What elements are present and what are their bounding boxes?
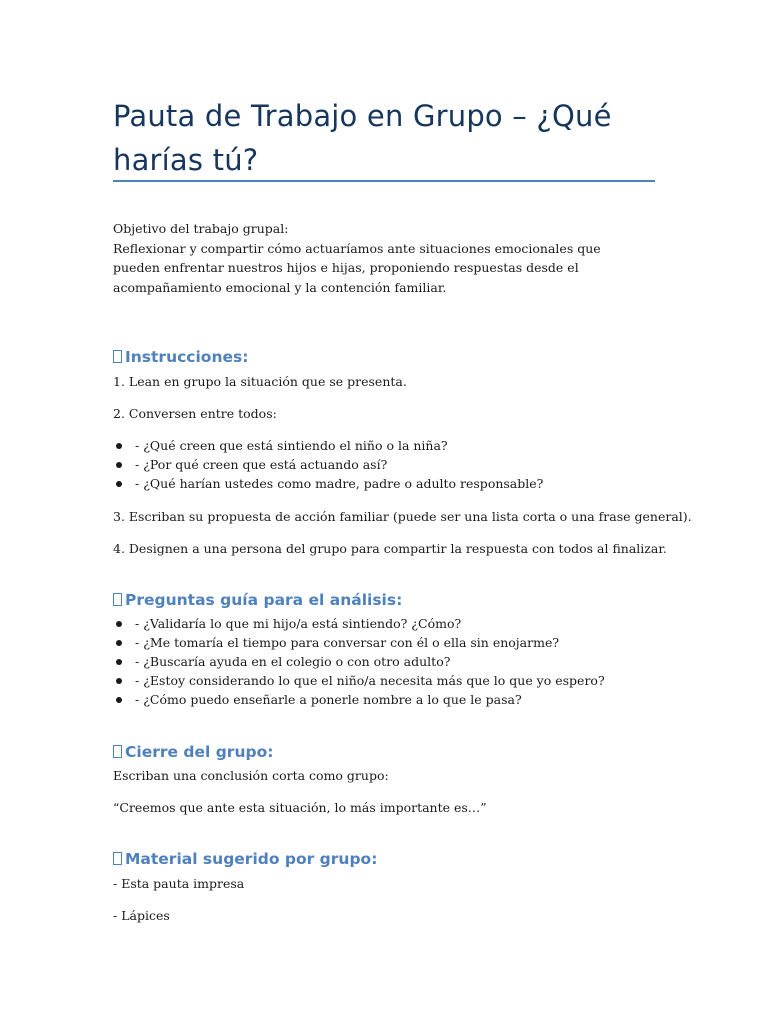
list-item	[113, 671, 673, 690]
list-item	[113, 614, 673, 633]
list-item-text: - ¿Validaría lo que mi hijo/a está sintiendo? ¿Cómo?	[135, 616, 462, 631]
guide-bullet-list	[113, 614, 673, 709]
closing-heading-label: Cierre del grupo:	[125, 743, 274, 761]
instructions-step-1: 1. Lean en grupo la situación que se presenta.	[113, 374, 407, 389]
list-item-text: - ¿Cómo puedo enseñarle a ponerle nombre a lo que le pasa?	[135, 692, 522, 707]
instructions-step-2: 2. Conversen entre todos:	[113, 406, 277, 421]
closing-heading	[113, 742, 273, 762]
bullet-icon	[116, 462, 122, 468]
list-item	[113, 652, 673, 671]
materials-heading-label: Material sugerido por grupo:	[125, 850, 378, 868]
bullet-icon	[116, 678, 122, 684]
guide-heading	[113, 590, 402, 610]
instructions-heading	[113, 347, 248, 367]
missing-glyph-box-icon	[113, 350, 122, 363]
list-item-text: - ¿Por qué creen que está actuando así?	[135, 457, 388, 472]
bullet-icon	[116, 697, 122, 703]
materials-heading	[113, 849, 377, 869]
missing-glyph-box-icon	[113, 745, 122, 758]
closing-quote: “Creemos que ante esta situación, lo más importante es…”	[113, 800, 487, 815]
document-title: Pauta de Trabajo en Grupo – ¿Qué harías tú?	[113, 99, 612, 177]
missing-glyph-box-icon	[113, 593, 122, 606]
list-item	[113, 633, 673, 652]
objective-text: Reflexionar y compartir cómo actuaríamos ante situaciones emocionales que pueden enfrentar nuestros hijos e hijas, proponiendo respuestas desde el acompañamiento emocional y la contención familiar.	[113, 240, 601, 295]
list-item	[113, 690, 673, 709]
guide-heading-label: Preguntas guía para el análisis:	[125, 591, 403, 609]
list-item-text: - ¿Qué creen que está sintiendo el niño o la niña?	[135, 438, 448, 453]
materials-item: - Lápices	[113, 908, 170, 923]
list-item	[113, 436, 673, 455]
objective-label: Objetivo del trabajo grupal:	[113, 221, 289, 236]
list-item	[113, 474, 673, 493]
list-item-text: - ¿Qué harían ustedes como madre, padre o adulto responsable?	[135, 476, 544, 491]
instructions-step-3: 3. Escriban su propuesta de acción familiar (puede ser una lista corta o una frase general).	[113, 509, 692, 524]
materials-item: - Esta pauta impresa	[113, 876, 245, 891]
bullet-icon	[116, 659, 122, 665]
title-underline-divider	[113, 180, 655, 182]
bullet-icon	[116, 621, 122, 627]
instructions-bullet-list	[113, 436, 673, 493]
bullet-icon	[116, 443, 122, 449]
list-item-text: - ¿Me tomaría el tiempo para conversar con él o ella sin enojarme?	[135, 635, 560, 650]
instructions-heading-label: Instrucciones:	[125, 348, 249, 366]
closing-text: Escriban una conclusión corta como grupo:	[113, 768, 389, 783]
bullet-icon	[116, 640, 122, 646]
instructions-step-4: 4. Designen a una persona del grupo para compartir la respuesta con todos al finalizar.	[113, 541, 667, 556]
list-item-text: - ¿Estoy considerando lo que el niño/a necesita más que lo que yo espero?	[135, 673, 605, 688]
list-item-text: - ¿Buscaría ayuda en el colegio o con otro adulto?	[135, 654, 451, 669]
missing-glyph-box-icon	[113, 852, 122, 865]
bullet-icon	[116, 481, 122, 487]
objective-block	[113, 219, 633, 297]
list-item	[113, 455, 673, 474]
